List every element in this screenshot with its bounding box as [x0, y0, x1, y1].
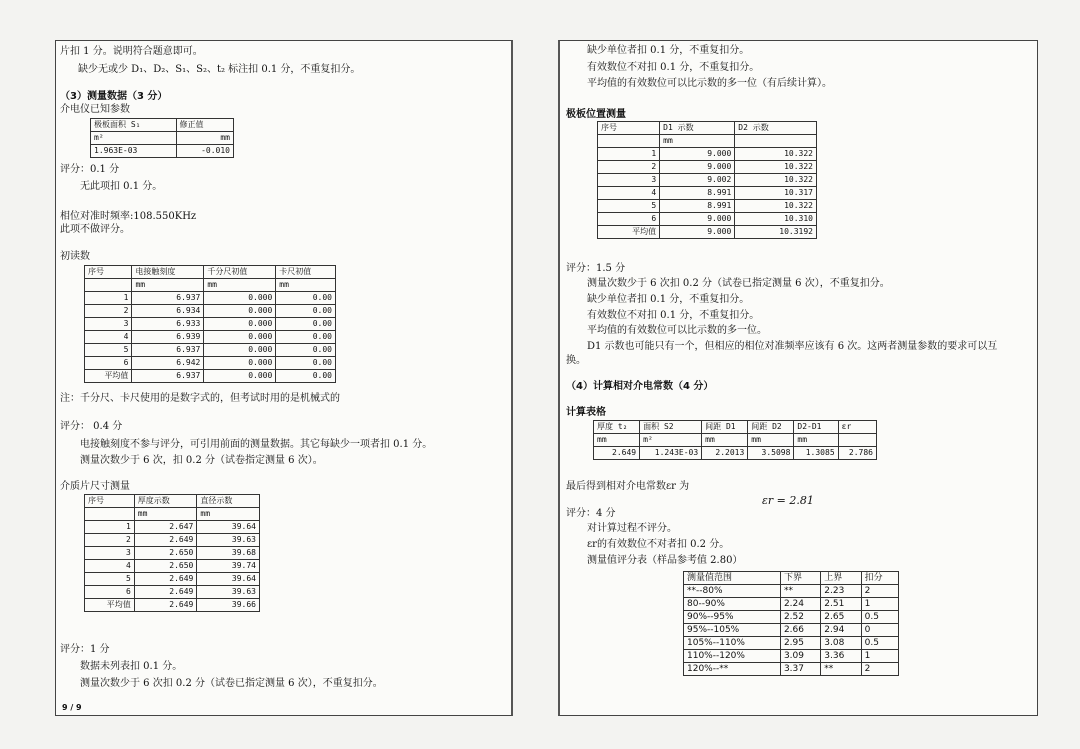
table-row — [598, 148, 817, 161]
table-header: 极板面积 S₁ — [91, 119, 177, 132]
table-cell: 6 — [85, 586, 135, 599]
table-cell: 2 — [85, 305, 132, 318]
table-cell: 1 — [861, 598, 898, 611]
table-cell: 80--90% — [684, 598, 781, 611]
text-line: 测量次数少于 6 次扣 0.2 分（试卷已指定测量 6 次），不重复扣分。 — [80, 678, 383, 689]
text-line: 缺少单位者扣 0.1 分，不重复扣分。 — [587, 294, 750, 305]
table-cell: 6.939 — [132, 331, 204, 344]
table-unit — [85, 508, 135, 521]
table-cell: 39.64 — [197, 573, 260, 586]
table-cell: 10.322 — [735, 161, 817, 174]
table-cell: 6 — [598, 213, 660, 226]
table-cell: 1.963E-03 — [91, 145, 177, 158]
note-text: 注：千分尺、卡尺使用的是数字式的，但考试时用的是机械式的 — [60, 393, 340, 404]
table-header: 间距 D1 — [702, 421, 748, 434]
table-cell: 2.649 — [594, 447, 640, 460]
table-cell: 1.243E-03 — [640, 447, 702, 460]
table-row — [598, 226, 817, 239]
table-cell: 3.09 — [780, 650, 820, 663]
table-header: 上界 — [821, 572, 861, 585]
table-unit: m² — [91, 132, 177, 145]
table-row — [85, 305, 336, 318]
table-row — [598, 174, 817, 187]
table-cell: 2.66 — [780, 624, 820, 637]
table-unit: mm — [176, 132, 233, 145]
table-cell: 0.5 — [861, 611, 898, 624]
table-cell: 1 — [598, 148, 660, 161]
label: 计算表格 — [566, 407, 606, 418]
final-equation: εr = 2.81 — [762, 494, 814, 507]
table-unit — [598, 135, 660, 148]
table-cell: 39.64 — [197, 521, 260, 534]
table-cell: 2.23 — [821, 585, 861, 598]
table-cell: 3 — [85, 547, 135, 560]
text-line: 此项不做评分。 — [60, 224, 130, 235]
table-row — [598, 187, 817, 200]
table-cell: 10.322 — [735, 174, 817, 187]
table-cell: 0.00 — [276, 318, 336, 331]
header-row — [684, 572, 899, 585]
header-row — [85, 266, 336, 279]
table-cell: 0.00 — [276, 305, 336, 318]
table-cell: 2 — [85, 534, 135, 547]
table-cell: 39.74 — [197, 560, 260, 573]
table-cell: 10.317 — [735, 187, 817, 200]
table-cell: 6.937 — [132, 344, 204, 357]
text-line: 平均值的有效数位可以比示数的多一位。 — [587, 325, 767, 336]
table-cell: 0.000 — [204, 318, 276, 331]
table-cell: 6.933 — [132, 318, 204, 331]
table-cell: 3.5098 — [748, 447, 794, 460]
table-cell: 0.5 — [861, 637, 898, 650]
table-cell: 3.08 — [821, 637, 861, 650]
table-row — [85, 344, 336, 357]
table-unit: mm — [748, 434, 794, 447]
table-cell: 0.00 — [276, 357, 336, 370]
table-unit: mm — [794, 434, 838, 447]
table-header: D2-D1 — [794, 421, 838, 434]
calc-table — [593, 420, 877, 460]
table-cell: 3 — [598, 174, 660, 187]
table-header: 序号 — [85, 266, 132, 279]
table-cell: 2 — [598, 161, 660, 174]
table-header: εr — [838, 421, 876, 434]
table-cell: 2.2013 — [702, 447, 748, 460]
text-line: 测量值评分表（样品参考值 2.80） — [587, 555, 743, 566]
table-header: D1 示数 — [660, 122, 735, 135]
score-text: 评分：0.1 分 — [60, 164, 120, 175]
table-cell: 9.000 — [660, 213, 735, 226]
table-header: 卡尺初值 — [276, 266, 336, 279]
table-cell: 110%--120% — [684, 650, 781, 663]
table-header: 厚度示数 — [134, 495, 197, 508]
table-unit: mm — [660, 135, 735, 148]
table-header: 电接触刻度 — [132, 266, 204, 279]
init-table — [84, 265, 336, 383]
section-title: （4）计算相对介电常数（4 分） — [566, 381, 714, 392]
table-header: 测量值范围 — [684, 572, 781, 585]
table-cell: 90%--95% — [684, 611, 781, 624]
table-cell: 0 — [861, 624, 898, 637]
table-row — [684, 650, 899, 663]
table-row — [85, 547, 260, 560]
table-cell: 6.942 — [132, 357, 204, 370]
table-header: D2 示数 — [735, 122, 817, 135]
table-header: 修正值 — [176, 119, 233, 132]
text-line: 平均值的有效数位可以比示数的多一位（有后续计算）。 — [587, 78, 832, 89]
table-cell: 10.310 — [735, 213, 817, 226]
text-line: 对计算过程不评分。 — [587, 523, 677, 534]
table-cell: 4 — [85, 331, 132, 344]
label: 介质片尺寸测量 — [60, 481, 130, 492]
text-line: 片扣 1 分。说明符合题意即可。 — [60, 46, 203, 57]
table-cell: 2.649 — [134, 586, 197, 599]
table-cell: 0.000 — [204, 292, 276, 305]
text-line: 无此项扣 0.1 分。 — [80, 181, 163, 192]
table-cell: 1 — [85, 292, 132, 305]
table-header: 厚度 t₂ — [594, 421, 640, 434]
label: 介电仪已知参数 — [60, 104, 130, 115]
table-row — [684, 585, 899, 598]
table-cell: 0.000 — [204, 357, 276, 370]
table-cell: 2.649 — [134, 599, 197, 612]
table-cell: **--80% — [684, 585, 781, 598]
table-unit: mm — [134, 508, 197, 521]
table-header: 序号 — [598, 122, 660, 135]
unit-row — [594, 434, 877, 447]
table-row — [598, 200, 817, 213]
table-row — [684, 611, 899, 624]
table-cell: 2.649 — [134, 573, 197, 586]
table-cell: 0.00 — [276, 331, 336, 344]
table-unit: mm — [702, 434, 748, 447]
table-cell: 120%--** — [684, 663, 781, 676]
table-cell: 2.52 — [780, 611, 820, 624]
table-cell: 0.00 — [276, 344, 336, 357]
table-cell: 10.322 — [735, 148, 817, 161]
table-row — [85, 292, 336, 305]
text-line: 最后得到相对介电常数εr 为 — [566, 481, 690, 492]
table-cell: 2.647 — [134, 521, 197, 534]
table-unit: mm — [197, 508, 260, 521]
table-cell: 105%--110% — [684, 637, 781, 650]
table-cell: 2 — [861, 585, 898, 598]
table-cell: 6 — [85, 357, 132, 370]
table-cell: 0.00 — [276, 370, 336, 383]
table-cell: 8.991 — [660, 200, 735, 213]
table-row — [598, 213, 817, 226]
table-row — [85, 318, 336, 331]
table-row — [598, 161, 817, 174]
param-table — [90, 118, 234, 158]
table-cell: 39.63 — [197, 534, 260, 547]
header-row — [85, 495, 260, 508]
table-cell: 95%--105% — [684, 624, 781, 637]
text-line: 测量次数少于 6 次，扣 0.2 分（试卷指定测量 6 次）。 — [80, 455, 323, 466]
table-cell: 8.991 — [660, 187, 735, 200]
unit-row — [85, 508, 260, 521]
label: 初读数 — [60, 251, 90, 262]
sample-table — [84, 494, 260, 612]
text-line: 有效数位不对扣 0.1 分，不重复扣分。 — [587, 62, 760, 73]
table-cell: 5 — [85, 344, 132, 357]
table-cell: 9.000 — [660, 226, 735, 239]
table-header: 下界 — [780, 572, 820, 585]
table-row — [684, 663, 899, 676]
text-line: 缺少单位者扣 0.1 分，不重复扣分。 — [587, 45, 750, 56]
table-cell: 2.24 — [780, 598, 820, 611]
table-row — [85, 573, 260, 586]
table-cell: 9.000 — [660, 148, 735, 161]
table-unit — [838, 434, 876, 447]
table-cell: 0.000 — [204, 344, 276, 357]
table-cell: 39.66 — [197, 599, 260, 612]
grade-table — [683, 571, 899, 676]
text-line: 缺少无或少 D₁、D₂、S₁、S₂、t₂ 标注扣 0.1 分，不重复扣分。 — [78, 64, 361, 75]
table-row — [85, 534, 260, 547]
table-cell: 0.00 — [276, 292, 336, 305]
table-cell: 6.937 — [132, 370, 204, 383]
table-cell: -0.010 — [176, 145, 233, 158]
table-row — [85, 521, 260, 534]
plate-table — [597, 121, 817, 239]
table-cell: 2.94 — [821, 624, 861, 637]
table-header: 直径示数 — [197, 495, 260, 508]
table-cell: 9.002 — [660, 174, 735, 187]
table-cell: 2.650 — [134, 560, 197, 573]
table-unit: mm — [204, 279, 276, 292]
table-unit: mm — [276, 279, 336, 292]
table-cell: 2.65 — [821, 611, 861, 624]
table-cell: 2.95 — [780, 637, 820, 650]
table-cell: 1 — [85, 521, 135, 534]
score-text: 评分： 0.4 分 — [60, 421, 123, 432]
table-row — [594, 447, 877, 460]
table-cell: ** — [780, 585, 820, 598]
table-cell: 平均值 — [85, 599, 135, 612]
label: 极板位置测量 — [566, 109, 626, 120]
table-cell: 2 — [861, 663, 898, 676]
text-line: 测量次数少于 6 次扣 0.2 分（试卷已指定测量 6 次），不重复扣分。 — [587, 278, 890, 289]
text-line: 换。 — [566, 355, 586, 366]
table-row — [684, 637, 899, 650]
table-unit — [85, 279, 132, 292]
unit-row — [85, 279, 336, 292]
score-text: 评分：4 分 — [566, 508, 616, 519]
table-unit: m² — [640, 434, 702, 447]
table-header: 千分尺初值 — [204, 266, 276, 279]
table-row — [85, 331, 336, 344]
text-line: εr的有效数位不对者扣 0.2 分。 — [587, 539, 730, 550]
table-cell: 5 — [85, 573, 135, 586]
text-line: 电接触刻度不参与评分，可引用前面的测量数据。其它每缺少一项者扣 0.1 分。 — [80, 439, 433, 450]
score-text: 评分：1 分 — [60, 644, 110, 655]
text-line: 相位对准时频率:108.550KHz — [60, 211, 197, 222]
table-cell: 6.934 — [132, 305, 204, 318]
table-cell: 2.786 — [838, 447, 876, 460]
score-text: 评分：1.5 分 — [566, 263, 626, 274]
table-row — [85, 599, 260, 612]
text-line: 有效数位不对扣 0.1 分，不重复扣分。 — [587, 310, 760, 321]
table-cell: 3.37 — [780, 663, 820, 676]
table-cell: 1.3085 — [794, 447, 838, 460]
table-row — [85, 357, 336, 370]
header-row — [598, 122, 817, 135]
text-line: 数据未列表扣 0.1 分。 — [80, 661, 183, 672]
table-cell: 0.000 — [204, 331, 276, 344]
table-cell: 平均值 — [85, 370, 132, 383]
table-cell: 1 — [861, 650, 898, 663]
table-cell: 4 — [85, 560, 135, 573]
section-title: （3）测量数据（3 分） — [60, 91, 168, 102]
unit-row — [598, 135, 817, 148]
table-row — [85, 586, 260, 599]
table-row — [85, 560, 260, 573]
table-header: 面积 S2 — [640, 421, 702, 434]
table-header: 序号 — [85, 495, 135, 508]
table-cell: 2.650 — [134, 547, 197, 560]
table-cell: ** — [821, 663, 861, 676]
table-cell: 10.322 — [735, 200, 817, 213]
table-cell: 3.36 — [821, 650, 861, 663]
table-unit: mm — [132, 279, 204, 292]
header-row — [594, 421, 877, 434]
table-cell: 3 — [85, 318, 132, 331]
text-line: D1 示数也可能只有一个，但相应的相位对准频率应该有 6 次。这两者测量参数的要求可以互 — [587, 341, 998, 352]
table-cell: 39.68 — [197, 547, 260, 560]
table-cell: 2.649 — [134, 534, 197, 547]
table-row — [85, 370, 336, 383]
table-row — [684, 598, 899, 611]
page-number: 9 / 9 — [62, 703, 82, 712]
table-cell: 2.51 — [821, 598, 861, 611]
table-cell: 9.000 — [660, 161, 735, 174]
table-unit — [735, 135, 817, 148]
table-row — [684, 624, 899, 637]
table-cell: 4 — [598, 187, 660, 200]
table-header: 扣分 — [861, 572, 898, 585]
table-cell: 10.3192 — [735, 226, 817, 239]
table-cell: 0.000 — [204, 370, 276, 383]
table-header: 间距 D2 — [748, 421, 794, 434]
table-cell: 6.937 — [132, 292, 204, 305]
table-cell: 平均值 — [598, 226, 660, 239]
table-cell: 39.63 — [197, 586, 260, 599]
table-cell: 0.000 — [204, 305, 276, 318]
table-cell: 5 — [598, 200, 660, 213]
table-unit: mm — [594, 434, 640, 447]
